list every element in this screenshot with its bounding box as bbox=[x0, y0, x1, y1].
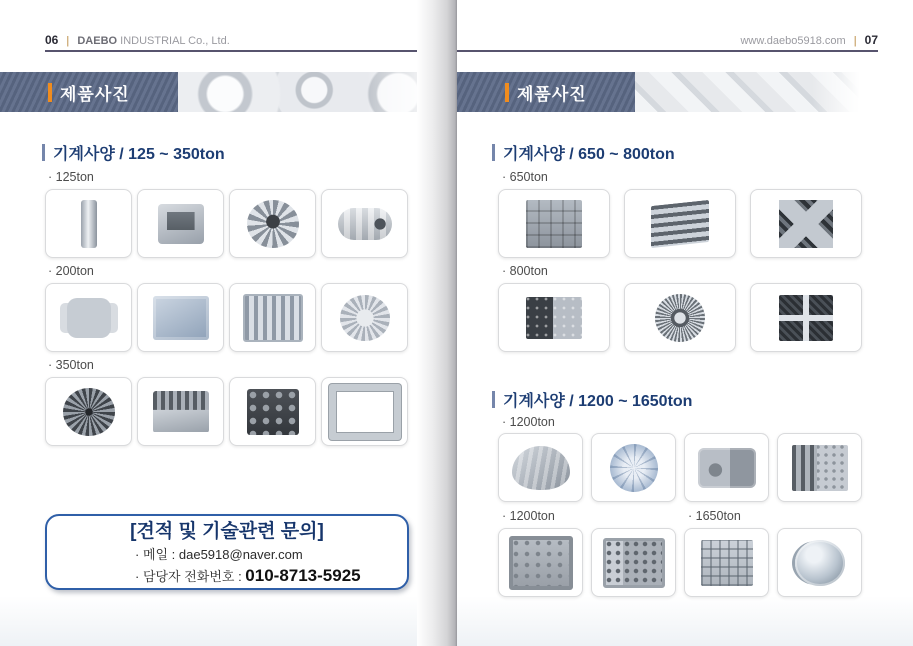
mold-plate-image bbox=[153, 296, 209, 340]
accent-bar-icon bbox=[48, 83, 52, 102]
company-suffix: INDUSTRIAL Co., Ltd. bbox=[120, 35, 230, 47]
banner-photo-heatsink-cubes bbox=[635, 72, 862, 112]
card-row-800ton bbox=[498, 283, 862, 352]
product-photo-1200ton-4 bbox=[777, 433, 862, 502]
dual-mold-plate-image bbox=[526, 297, 582, 339]
running-head-right bbox=[740, 33, 878, 47]
product-photo-650ton-2 bbox=[624, 189, 736, 258]
page-bottom-tint bbox=[0, 596, 455, 646]
product-photo-650ton-1 bbox=[498, 189, 610, 258]
card-row-125ton bbox=[45, 189, 408, 258]
running-head-rule-right bbox=[455, 50, 878, 52]
dome-housing-image bbox=[512, 446, 570, 490]
fin-plate-assembly-image bbox=[792, 445, 848, 491]
product-photo-1200ton-1 bbox=[498, 433, 583, 502]
banner-photo-machined-cylinders bbox=[178, 72, 440, 112]
contact-email: · 메일 : dae5918@naver.com bbox=[135, 547, 303, 562]
product-photo-125ton-1 bbox=[45, 189, 132, 258]
product-photo-200ton-1 bbox=[45, 283, 132, 352]
product-photo-800ton-1 bbox=[498, 283, 610, 352]
product-photo-200ton-3 bbox=[229, 283, 316, 352]
product-photo-200ton-4 bbox=[321, 283, 408, 352]
contact-title: [견적 및 기술관련 문의] bbox=[130, 521, 324, 542]
fin-plate-image bbox=[243, 294, 303, 342]
section-title-bar bbox=[492, 144, 495, 161]
product-photo-1200ton-6 bbox=[591, 528, 676, 597]
page-bottom-tint bbox=[455, 596, 913, 646]
running-head-separator: | bbox=[853, 35, 857, 47]
x-fin-heatsink-image bbox=[779, 200, 833, 248]
runner-casting-image bbox=[67, 298, 111, 338]
product-photo-125ton-2 bbox=[137, 189, 224, 258]
radial-heatsink-image bbox=[63, 388, 115, 436]
product-photo-800ton-2 bbox=[624, 283, 736, 352]
running-head-left bbox=[45, 33, 230, 47]
quad-fin-block-image bbox=[779, 295, 833, 341]
fan-clutch-image bbox=[655, 294, 705, 342]
grid-plate-image bbox=[701, 540, 753, 586]
lattice-dome-image bbox=[610, 444, 658, 492]
product-photo-1200ton-3 bbox=[684, 433, 769, 502]
running-head-separator: | bbox=[66, 35, 70, 47]
banner-title: 제품사진 bbox=[60, 84, 130, 104]
group-labels-1200-1650 bbox=[502, 509, 741, 523]
product-photo-800ton-3 bbox=[750, 283, 862, 352]
contact-box bbox=[45, 514, 409, 590]
card-row-350ton bbox=[45, 377, 408, 446]
cavity-plate-image bbox=[526, 200, 582, 248]
accent-bar-icon bbox=[505, 83, 509, 102]
finned-housing-image bbox=[153, 391, 209, 433]
contact-phone-number: 010-8713-5925 bbox=[245, 566, 361, 586]
gearbox-housing-image bbox=[698, 448, 756, 488]
section-title-bar bbox=[42, 144, 45, 161]
pin-grid-plate-image bbox=[603, 538, 665, 588]
banner-title: 제품사진 bbox=[517, 84, 587, 104]
product-photo-125ton-4 bbox=[321, 189, 408, 258]
page-right bbox=[455, 0, 913, 646]
fin-stack-image bbox=[651, 199, 709, 247]
frame-bezel-image bbox=[329, 384, 401, 440]
group-label-350ton: · 350ton bbox=[48, 358, 94, 372]
contact-phone-line bbox=[47, 564, 407, 588]
product-photo-350ton-4 bbox=[321, 377, 408, 446]
product-photo-350ton-1 bbox=[45, 377, 132, 446]
product-photo-1200ton-2 bbox=[591, 433, 676, 502]
mold-tray-image bbox=[509, 536, 573, 590]
center-fold-shadow bbox=[417, 0, 457, 646]
banner-right bbox=[457, 72, 862, 112]
section-title-125-350: 기계사양 / 125 ~ 350ton bbox=[42, 141, 225, 164]
website-url: www.daebo5918.com bbox=[740, 35, 846, 47]
card-row-1200-1650 bbox=[498, 528, 862, 597]
product-photo-350ton-3 bbox=[229, 377, 316, 446]
group-label-1650ton: · 1650ton bbox=[688, 509, 741, 523]
bearing-shell-image bbox=[81, 200, 97, 248]
finned-disc-image bbox=[340, 295, 390, 341]
page-number-left: 06 bbox=[45, 33, 59, 47]
banner-left bbox=[0, 72, 440, 112]
product-photo-350ton-2 bbox=[137, 377, 224, 446]
group-label-1200ton: · 1200ton bbox=[502, 415, 555, 429]
product-photo-1200ton-5 bbox=[498, 528, 583, 597]
product-photo-650ton-3 bbox=[750, 189, 862, 258]
section-title-bar bbox=[492, 391, 495, 408]
card-row-200ton bbox=[45, 283, 408, 352]
group-label-650ton: · 650ton bbox=[502, 170, 548, 184]
group-label-1200ton-b: · 1200ton bbox=[502, 509, 555, 523]
banner-title-block bbox=[0, 72, 178, 112]
product-photo-125ton-3 bbox=[229, 189, 316, 258]
group-label-200ton: · 200ton bbox=[48, 264, 94, 278]
contact-phone-label: · 담당자 전화번호 : bbox=[135, 569, 246, 585]
group-label-800ton: · 800ton bbox=[502, 264, 548, 278]
housing-box-image bbox=[158, 204, 204, 244]
page-number-right: 07 bbox=[864, 33, 878, 47]
product-photo-1650ton-1 bbox=[684, 528, 769, 597]
joint-fitting-image bbox=[338, 208, 392, 240]
section-title-1200-1650: 기계사양 / 1200 ~ 1650ton bbox=[492, 388, 692, 411]
dome-bowl-image bbox=[795, 540, 845, 586]
section-title-650-800: 기계사양 / 650 ~ 800ton bbox=[492, 141, 675, 164]
cone-impeller-image bbox=[247, 200, 299, 248]
company-name: DAEBO bbox=[77, 35, 118, 47]
product-photo-1650ton-2 bbox=[777, 528, 862, 597]
product-photo-200ton-2 bbox=[137, 283, 224, 352]
card-row-650ton bbox=[498, 189, 862, 258]
page-left bbox=[0, 0, 455, 646]
card-row-1200ton-a bbox=[498, 433, 862, 502]
mold-block-image bbox=[247, 389, 299, 435]
banner-title-block bbox=[457, 72, 635, 112]
running-head-rule-left bbox=[45, 50, 440, 52]
group-label-125ton: · 125ton bbox=[48, 170, 94, 184]
